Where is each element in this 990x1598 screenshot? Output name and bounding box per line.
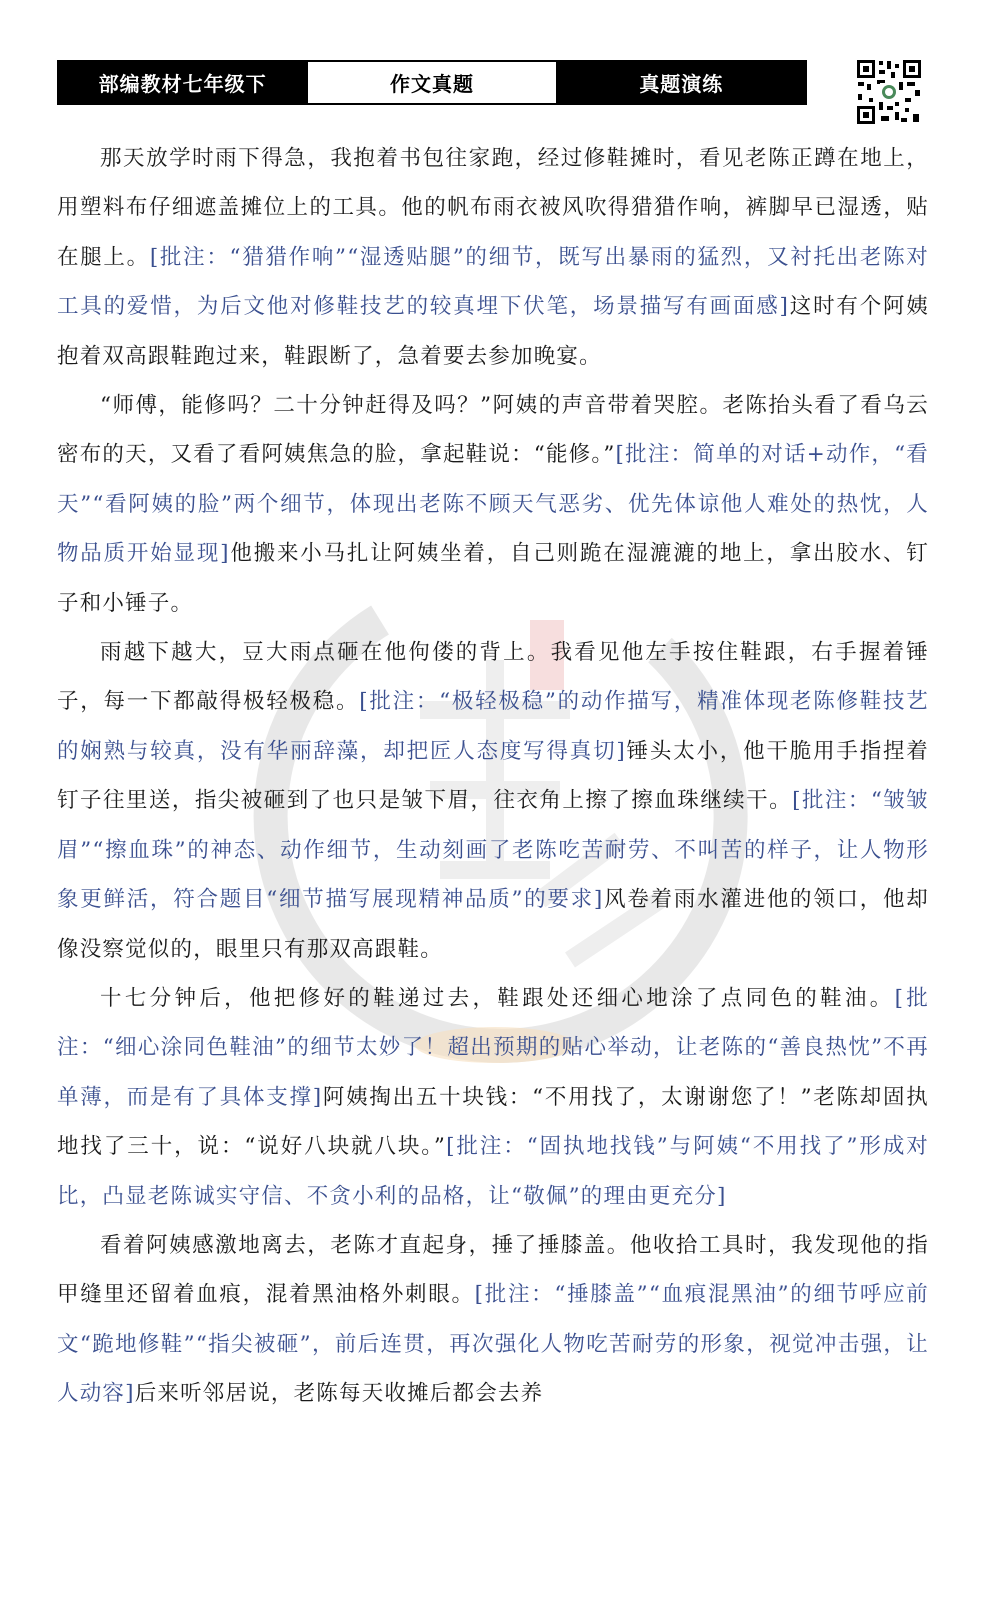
- annotation-text: [批注：“猎猎作响”“湿透贴腿”的细节，既写出暴雨的猛烈，又衬托出老陈对工具的爱惜，为后文他对修鞋技艺的较真埋下伏笔，场景描写有画面感]: [57, 244, 929, 320]
- essay-content: [57, 134, 929, 1419]
- essay-paragraph: [57, 974, 929, 1221]
- essay-paragraph: [57, 381, 929, 628]
- annotation-text: [批注：“极轻极稳”的动作描写，精准体现老陈修鞋技艺的娴熟与较真，没有华丽辞藻，却把匠人态度写得真切]: [57, 689, 930, 764]
- header-section-label: 真题演练: [558, 62, 805, 103]
- essay-text: 锤头太小，他干脆用手指捏着钉子往里送，指尖被砸到了也只是皱下眉，往衣角上擦了擦血珠继续干。: [57, 738, 930, 814]
- header-category-label: 作文真题: [306, 62, 557, 103]
- qr-code-icon[interactable]: [855, 58, 923, 126]
- essay-text: 后来听邻居说，老陈每天收摊后都会去养: [134, 1381, 544, 1407]
- essay-paragraph: [57, 134, 929, 381]
- essay-text: 那天放学时雨下得急，我抱着书包往家跑，经过修鞋摊时，看见老陈正蹲在地上，用塑料布仔细遮盖摊位上的工具。他的帆布雨衣被风吹得猎猎作响，裤脚早已湿透，贴在腿上。: [57, 146, 929, 270]
- essay-text: 雨越下越大，豆大雨点砸在他佝偻的背上。我看见他左手按住鞋跟，右手握着锤子，每一下都敲得极轻极稳。: [57, 640, 929, 715]
- annotation-text: [批注：“皱皱眉”“擦血珠”的神态、动作细节，生动刻画了老陈吃苦耐劳、不叫苦的样子，让人物形象更鲜活，符合题目“细节描写展现精神品质”的要求]: [57, 788, 930, 913]
- header-bar: [57, 60, 807, 105]
- essay-text: 风卷着雨水灌进他的领口，他却像没察觉似的，眼里只有那双高跟鞋。: [57, 887, 930, 962]
- essay-text: 阿姨掏出五十块钱：“不用找了，太谢谢您了！”老陈却固执地找了三十，说：“说好八块就八块。”: [57, 1084, 930, 1160]
- essay-text: “师傅，能修吗？二十分钟赶得及吗？”阿姨的声音带着哭腔。老陈抬头看了看乌云密布的天，又看了看阿姨焦急的脸，拿起鞋说：“能修。”: [57, 393, 929, 468]
- essay-paragraph: [57, 628, 929, 974]
- essay-text: 十七分钟后，他把修好的鞋递过去，鞋跟处还细心地涂了点同色的鞋油。: [100, 985, 895, 1011]
- annotation-text: [批注：“细心涂同色鞋油”的细节太妙了！超出预期的贴心举动，让老陈的“善良热忱”不再单薄，而是有了具体支撑]: [57, 985, 929, 1110]
- essay-paragraph: [57, 1221, 929, 1419]
- annotation-text: [批注：“捶膝盖”“血痕混黑油”的细节呼应前文“跪地修鞋”“指尖被砸”，前后连贯，再次强化人物吃苦耐劳的形象，视觉冲击强，让人动容]: [57, 1282, 929, 1407]
- essay-text: 他搬来小马扎让阿姨坐着，自己则跪在湿漉漉的地上，拿出胶水、钉子和小锤子。: [57, 541, 929, 616]
- annotation-text: [批注：“固执地找钱”与阿姨“不用找了”形成对比，凸显老陈诚实守信、不贪小利的品格，让“敬佩”的理由更充分]: [57, 1134, 929, 1209]
- essay-text: 看着阿姨感激地离去，老陈才直起身，捶了捶膝盖。他收拾工具时，我发现他的指甲缝里还留着血痕，混着黑油格外刺眼。: [57, 1232, 929, 1308]
- essay-text: 这时有个阿姨抱着双高跟鞋跑过来，鞋跟断了，急着要去参加晚宴。: [57, 294, 930, 369]
- header-textbook-label: 部编教材七年级下: [59, 62, 306, 103]
- annotation-text: [批注：简单的对话+动作，“看天”“看阿姨的脸”两个细节，体现出老陈不顾天气恶劣、优先体谅他人难处的热忱，人物品质开始显现]: [57, 442, 929, 567]
